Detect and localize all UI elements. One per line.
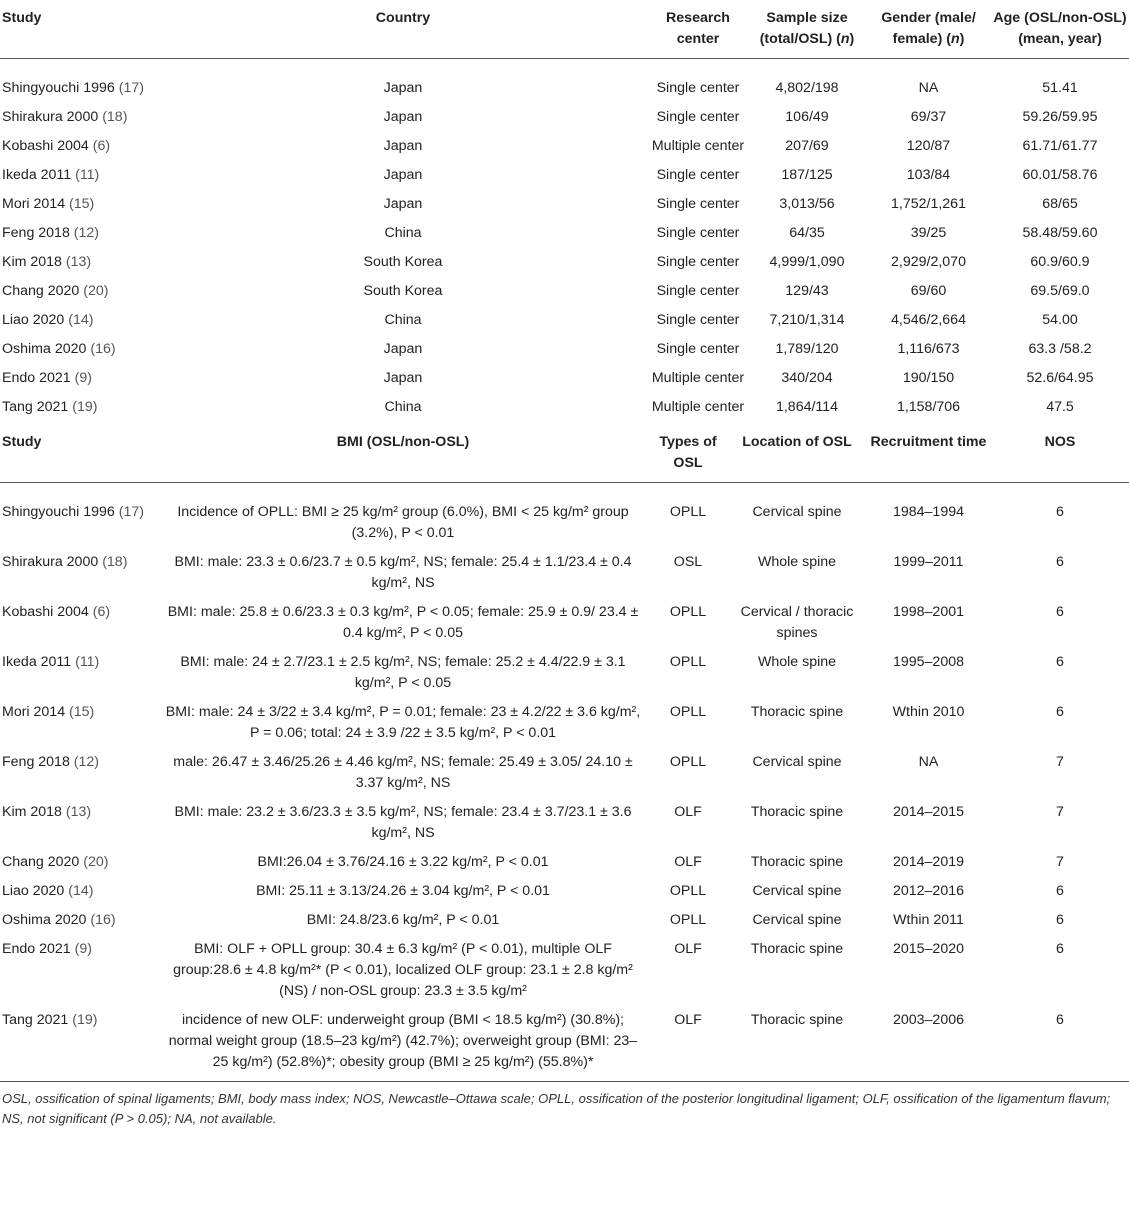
gender-cell: 4,546/2,664 bbox=[891, 312, 966, 328]
table-row bbox=[0, 281, 1129, 310]
table-row bbox=[0, 602, 1129, 652]
osl-location-cell: Thoracic spine bbox=[750, 941, 844, 957]
table-row bbox=[0, 59, 1129, 108]
table-row bbox=[0, 194, 1129, 223]
header-types: Types of OSL bbox=[648, 426, 728, 483]
study-cell bbox=[0, 368, 158, 397]
study-name: Kobashi 2004 bbox=[2, 604, 89, 620]
study-cell bbox=[0, 339, 158, 368]
study-reference: (14) bbox=[68, 883, 94, 899]
sample-size-cell: 1,789/120 bbox=[775, 341, 839, 357]
osl-type-cell: OPLL bbox=[669, 883, 707, 899]
nos-cell: 6 bbox=[1056, 912, 1064, 928]
recruitment-time-cell: 1984–1994 bbox=[892, 504, 964, 520]
bmi-cell: BMI: 25.11 ± 3.13/24.26 ± 3.04 kg/m², P < 0.01 bbox=[256, 883, 550, 899]
research-center-cell: Single center bbox=[656, 312, 740, 328]
osl-location-cell: Thoracic spine bbox=[750, 854, 844, 870]
study-cell bbox=[0, 881, 158, 910]
study-cell bbox=[0, 397, 158, 426]
sample-size-cell: 4,802/198 bbox=[775, 80, 839, 96]
nos-cell: 6 bbox=[1056, 604, 1064, 620]
osl-location-cell: Cervical spine bbox=[752, 754, 842, 770]
osl-location-cell: Cervical spine bbox=[752, 504, 842, 520]
gender-cell: 69/37 bbox=[910, 109, 947, 125]
header-bmi: BMI (OSL/non-OSL) bbox=[158, 426, 648, 483]
header-sample-size: Sample size (total/OSL) (n) bbox=[748, 0, 866, 59]
study-cell bbox=[0, 939, 158, 1010]
study-name: Liao 2020 bbox=[2, 312, 65, 328]
study-cell bbox=[0, 483, 158, 553]
recruitment-time-cell: 2015–2020 bbox=[892, 941, 964, 957]
study-cell bbox=[0, 1010, 158, 1081]
country-cell: China bbox=[384, 399, 422, 415]
table-row bbox=[0, 1010, 1129, 1081]
study-cell bbox=[0, 165, 158, 194]
age-cell: 61.71/61.77 bbox=[1022, 138, 1098, 154]
table-row bbox=[0, 852, 1129, 881]
table-row bbox=[0, 310, 1129, 339]
gender-cell: 1,116/673 bbox=[897, 341, 960, 357]
recruitment-time-cell: 1998–2001 bbox=[892, 604, 964, 620]
study-name: Chang 2020 bbox=[2, 283, 80, 299]
country-cell: Japan bbox=[383, 80, 423, 96]
study-reference: (17) bbox=[118, 504, 144, 520]
table2-header-row bbox=[0, 426, 1129, 483]
table-row bbox=[0, 107, 1129, 136]
gender-cell: 120/87 bbox=[906, 138, 951, 154]
sample-size-cell: 7,210/1,314 bbox=[769, 312, 845, 328]
age-cell: 63.3 /58.2 bbox=[1028, 341, 1092, 357]
study-name: Ikeda 2011 bbox=[2, 654, 72, 670]
nos-cell: 6 bbox=[1056, 1012, 1064, 1028]
study-reference: (15) bbox=[69, 704, 95, 720]
study-reference: (11) bbox=[75, 654, 100, 670]
age-cell: 60.01/58.76 bbox=[1022, 167, 1098, 183]
age-cell: 58.48/59.60 bbox=[1022, 225, 1098, 241]
study-reference: (20) bbox=[83, 283, 109, 299]
header-nos: NOS bbox=[991, 426, 1129, 483]
table-row bbox=[0, 252, 1129, 281]
header-gender: Gender (male/ female) (n) bbox=[866, 0, 991, 59]
age-cell: 69.5/69.0 bbox=[1030, 283, 1090, 299]
country-cell: China bbox=[384, 225, 422, 241]
country-cell: Japan bbox=[383, 109, 423, 125]
study-reference: (12) bbox=[73, 225, 100, 241]
gender-cell: 2,929/2,070 bbox=[891, 254, 966, 270]
research-center-cell: Multiple center bbox=[651, 399, 745, 415]
osl-location-cell: Thoracic spine bbox=[750, 1012, 844, 1028]
study-cell bbox=[0, 223, 158, 252]
study-reference: (9) bbox=[74, 370, 92, 386]
research-center-cell: Single center bbox=[656, 80, 740, 96]
osl-type-cell: OPLL bbox=[669, 704, 707, 720]
gender-cell: 1,752/1,261 bbox=[891, 196, 966, 212]
sample-size-cell: 129/43 bbox=[785, 283, 829, 299]
table-row bbox=[0, 368, 1129, 397]
bmi-cell: BMI: male: 23.3 ± 0.6/23.7 ± 0.5 kg/m², NS; female: 25.4 ± 1.1/23.4 ± 0.4 kg/m², NS bbox=[174, 554, 632, 591]
recruitment-time-cell: 1999–2011 bbox=[893, 554, 964, 570]
table1-header-row bbox=[0, 0, 1129, 59]
research-center-cell: Single center bbox=[656, 167, 740, 183]
bmi-cell: male: 26.47 ± 3.46/25.26 ± 4.46 kg/m², NS; female: 25.49 ± 3.05/ 24.10 ± 3.37 kg/m², NS bbox=[173, 754, 633, 791]
table-row bbox=[0, 483, 1129, 553]
nos-cell: 7 bbox=[1056, 804, 1064, 820]
osl-type-cell: OPLL bbox=[669, 504, 707, 520]
study-name: Shirakura 2000 bbox=[2, 109, 99, 125]
study-reference: (15) bbox=[69, 196, 95, 212]
age-cell: 52.6/64.95 bbox=[1026, 370, 1094, 386]
study-name: Feng 2018 bbox=[2, 754, 70, 770]
research-center-cell: Single center bbox=[656, 341, 740, 357]
sample-size-cell: 3,013/56 bbox=[779, 196, 835, 212]
osl-location-cell: Thoracic spine bbox=[750, 704, 844, 720]
osl-type-cell: OLF bbox=[674, 854, 702, 870]
study-reference: (20) bbox=[83, 854, 109, 870]
study-reference: (18) bbox=[102, 109, 128, 125]
table-row bbox=[0, 702, 1129, 752]
study-cell bbox=[0, 910, 158, 939]
recruitment-time-cell: 2014–2019 bbox=[892, 854, 964, 870]
table-row bbox=[0, 552, 1129, 602]
country-cell: Japan bbox=[383, 341, 423, 357]
sample-size-cell: 1,864/114 bbox=[775, 399, 839, 415]
research-center-cell: Single center bbox=[656, 109, 740, 125]
study-cell bbox=[0, 59, 158, 108]
country-cell: Japan bbox=[383, 196, 423, 212]
age-cell: 54.00 bbox=[1042, 312, 1078, 328]
recruitment-time-cell: Wthin 2010 bbox=[892, 704, 965, 720]
sample-size-cell: 340/204 bbox=[781, 370, 833, 386]
recruitment-time-cell: 1995–2008 bbox=[892, 654, 964, 670]
osl-location-cell: Cervical spine bbox=[752, 912, 842, 928]
study-reference: (17) bbox=[118, 80, 144, 96]
sample-size-cell: 64/35 bbox=[789, 225, 825, 241]
study-cell bbox=[0, 852, 158, 881]
study-name: Tang 2021 bbox=[2, 399, 69, 415]
header-recruitment: Recruitment time bbox=[866, 426, 991, 483]
research-center-cell: Single center bbox=[656, 254, 740, 270]
study-cell bbox=[0, 702, 158, 752]
table-row bbox=[0, 223, 1129, 252]
recruitment-time-cell: 2003–2006 bbox=[892, 1012, 964, 1028]
osl-type-cell: OLF bbox=[674, 941, 702, 957]
osl-location-cell: Cervical spine bbox=[752, 883, 842, 899]
country-cell: Japan bbox=[383, 370, 423, 386]
study-cell bbox=[0, 281, 158, 310]
study-name: Chang 2020 bbox=[2, 854, 80, 870]
research-center-cell: Multiple center bbox=[651, 370, 745, 386]
country-cell: South Korea bbox=[363, 283, 443, 299]
header-study-2: Study bbox=[0, 426, 158, 483]
gender-cell: NA bbox=[918, 80, 939, 96]
study-reference: (19) bbox=[72, 1012, 98, 1028]
header-research-center: Research center bbox=[648, 0, 748, 59]
study-reference: (11) bbox=[75, 167, 100, 183]
sample-size-cell: 106/49 bbox=[785, 109, 829, 125]
study-name: Tang 2021 bbox=[2, 1012, 69, 1028]
age-cell: 59.26/59.95 bbox=[1022, 109, 1098, 125]
study-reference: (6) bbox=[92, 604, 111, 620]
study-cell bbox=[0, 652, 158, 702]
osl-location-cell: Cervical / thoracic spines bbox=[740, 604, 854, 641]
bmi-cell: Incidence of OPLL: BMI ≥ 25 kg/m² group (6.0%), BMI < 25 kg/m² group (3.2%), P < 0.01 bbox=[177, 504, 629, 541]
study-reference: (18) bbox=[102, 554, 128, 570]
table-row bbox=[0, 136, 1129, 165]
bmi-cell: BMI: male: 24 ± 2.7/23.1 ± 2.5 kg/m², NS; female: 25.2 ± 4.4/22.9 ± 3.1 kg/m², P < 0.05 bbox=[180, 654, 626, 691]
study-name: Shirakura 2000 bbox=[2, 554, 99, 570]
nos-cell: 6 bbox=[1056, 654, 1064, 670]
osl-location-cell: Whole spine bbox=[757, 554, 837, 570]
study-reference: (19) bbox=[72, 399, 98, 415]
bmi-cell: incidence of new OLF: underweight group (BMI < 18.5 kg/m²) (30.8%); normal weight group (18.5–23 kg/m²) (42.7%); overweight group (BMI: 23–25 kg/m²) (52.8%)*; obesity group (BMI ≥ 25 kg/m²) (55.8%)* bbox=[168, 1012, 638, 1070]
study-cell bbox=[0, 552, 158, 602]
study-cell bbox=[0, 602, 158, 652]
age-cell: 47.5 bbox=[1046, 399, 1074, 415]
header-study: Study bbox=[0, 0, 158, 59]
osl-type-cell: OSL bbox=[673, 554, 703, 570]
study-reference: (14) bbox=[68, 312, 94, 328]
osl-location-cell: Thoracic spine bbox=[750, 804, 844, 820]
table-row bbox=[0, 881, 1129, 910]
study-cell bbox=[0, 252, 158, 281]
nos-cell: 6 bbox=[1056, 704, 1064, 720]
osl-type-cell: OPLL bbox=[669, 912, 707, 928]
bmi-cell: BMI: 24.8/23.6 kg/m², P < 0.01 bbox=[306, 912, 500, 928]
age-cell: 60.9/60.9 bbox=[1030, 254, 1090, 270]
age-cell: 51.41 bbox=[1042, 80, 1078, 96]
study-cell bbox=[0, 194, 158, 223]
bmi-cell: BMI: OLF + OPLL group: 30.4 ± 6.3 kg/m² (P < 0.01), multiple OLF group:28.6 ± 4.8 kg/m²* (P < 0.01), localized OLF group: 23.1 ± 2.8 kg/m² (NS) / non-OSL group: 23.3 ± 3.5 kg/m² bbox=[173, 941, 633, 999]
research-center-cell: Single center bbox=[656, 225, 740, 241]
table-row bbox=[0, 752, 1129, 802]
sample-size-cell: 207/69 bbox=[785, 138, 829, 154]
study-cell bbox=[0, 136, 158, 165]
study-name: Endo 2021 bbox=[2, 941, 71, 957]
sample-size-cell: 187/125 bbox=[781, 167, 833, 183]
research-center-cell: Multiple center bbox=[651, 138, 745, 154]
study-cell bbox=[0, 107, 158, 136]
table-row bbox=[0, 910, 1129, 939]
study-reference: (16) bbox=[90, 341, 116, 357]
table-footnote: OSL, ossification of spinal ligaments; BMI, body mass index; NOS, Newcastle–Ottawa scale; OPLL, ossification of the posterior longitudinal ligament; OLF, ossification of the ligamentum flavum; NS, not significant (P > 0.05); NA, not available. bbox=[0, 1081, 1129, 1129]
osl-location-cell: Whole spine bbox=[757, 654, 837, 670]
recruitment-time-cell: 2012–2016 bbox=[892, 883, 964, 899]
research-center-cell: Single center bbox=[656, 196, 740, 212]
study-cell bbox=[0, 802, 158, 852]
header-location: Location of OSL bbox=[728, 426, 866, 483]
study-name: Ikeda 2011 bbox=[2, 167, 72, 183]
study-name: Mori 2014 bbox=[2, 704, 66, 720]
study-cell bbox=[0, 752, 158, 802]
bmi-cell: BMI:26.04 ± 3.76/24.16 ± 3.22 kg/m², P < 0.01 bbox=[257, 854, 549, 870]
recruitment-time-cell: NA bbox=[918, 754, 939, 770]
recruitment-time-cell: Wthin 2011 bbox=[893, 912, 964, 928]
table-row bbox=[0, 939, 1129, 1010]
country-cell: China bbox=[384, 312, 422, 328]
study-reference: (12) bbox=[73, 754, 100, 770]
bmi-table bbox=[0, 426, 1129, 1081]
osl-type-cell: OLF bbox=[674, 804, 702, 820]
study-name: Mori 2014 bbox=[2, 196, 66, 212]
nos-cell: 6 bbox=[1056, 883, 1064, 899]
nos-cell: 7 bbox=[1056, 854, 1064, 870]
osl-type-cell: OPLL bbox=[669, 654, 707, 670]
nos-cell: 6 bbox=[1056, 941, 1064, 957]
gender-cell: 39/25 bbox=[910, 225, 947, 241]
study-name: Kobashi 2004 bbox=[2, 138, 89, 154]
study-name: Oshima 2020 bbox=[2, 912, 87, 928]
bmi-cell: BMI: male: 23.2 ± 3.6/23.3 ± 3.5 kg/m², NS; female: 23.4 ± 3.7/23.1 ± 3.6 kg/m², NS bbox=[174, 804, 632, 841]
bmi-cell: BMI: male: 24 ± 3/22 ± 3.4 kg/m², P = 0.01; female: 23 ± 4.2/22 ± 3.6 kg/m², P = 0.06; total: 24 ± 3.9 /22 ± 3.5 kg/m², P < 0.01 bbox=[165, 704, 641, 741]
bmi-cell: BMI: male: 25.8 ± 0.6/23.3 ± 0.3 kg/m², P < 0.05; female: 25.9 ± 0.9/ 23.4 ± 0.4 kg/m², P < 0.05 bbox=[167, 604, 639, 641]
country-cell: Japan bbox=[383, 138, 423, 154]
study-name: Liao 2020 bbox=[2, 883, 65, 899]
table-row bbox=[0, 397, 1129, 426]
country-cell: South Korea bbox=[363, 254, 443, 270]
study-name: Endo 2021 bbox=[2, 370, 71, 386]
study-reference: (13) bbox=[65, 254, 92, 270]
gender-cell: 190/150 bbox=[902, 370, 955, 386]
study-name: Kim 2018 bbox=[2, 254, 62, 270]
osl-type-cell: OPLL bbox=[669, 604, 707, 620]
nos-cell: 6 bbox=[1056, 504, 1064, 520]
table-row bbox=[0, 165, 1129, 194]
table-row bbox=[0, 802, 1129, 852]
study-name: Shingyouchi 1996 bbox=[2, 504, 115, 520]
study-name: Oshima 2020 bbox=[2, 341, 87, 357]
age-cell: 68/65 bbox=[1042, 196, 1078, 212]
study-cell bbox=[0, 310, 158, 339]
sample-size-cell: 4,999/1,090 bbox=[769, 254, 845, 270]
study-reference: (6) bbox=[92, 138, 111, 154]
nos-cell: 6 bbox=[1056, 554, 1064, 570]
study-name: Kim 2018 bbox=[2, 804, 62, 820]
recruitment-time-cell: 2014–2015 bbox=[892, 804, 964, 820]
osl-type-cell: OPLL bbox=[669, 754, 707, 770]
gender-cell: 103/84 bbox=[906, 167, 951, 183]
header-age: Age (OSL/non-OSL)(mean, year) bbox=[991, 0, 1129, 59]
osl-type-cell: OLF bbox=[674, 1012, 702, 1028]
gender-cell: 1,158/706 bbox=[896, 399, 961, 415]
study-name: Feng 2018 bbox=[2, 225, 70, 241]
country-cell: Japan bbox=[383, 167, 423, 183]
study-reference: (13) bbox=[65, 804, 92, 820]
gender-cell: 69/60 bbox=[910, 283, 947, 299]
table-row bbox=[0, 652, 1129, 702]
nos-cell: 7 bbox=[1056, 754, 1064, 770]
study-reference: (9) bbox=[74, 941, 92, 957]
table-row bbox=[0, 339, 1129, 368]
header-country: Country bbox=[158, 0, 648, 59]
study-reference: (16) bbox=[90, 912, 116, 928]
study-name: Shingyouchi 1996 bbox=[2, 80, 115, 96]
research-center-cell: Single center bbox=[656, 283, 740, 299]
study-characteristics-table bbox=[0, 0, 1129, 426]
